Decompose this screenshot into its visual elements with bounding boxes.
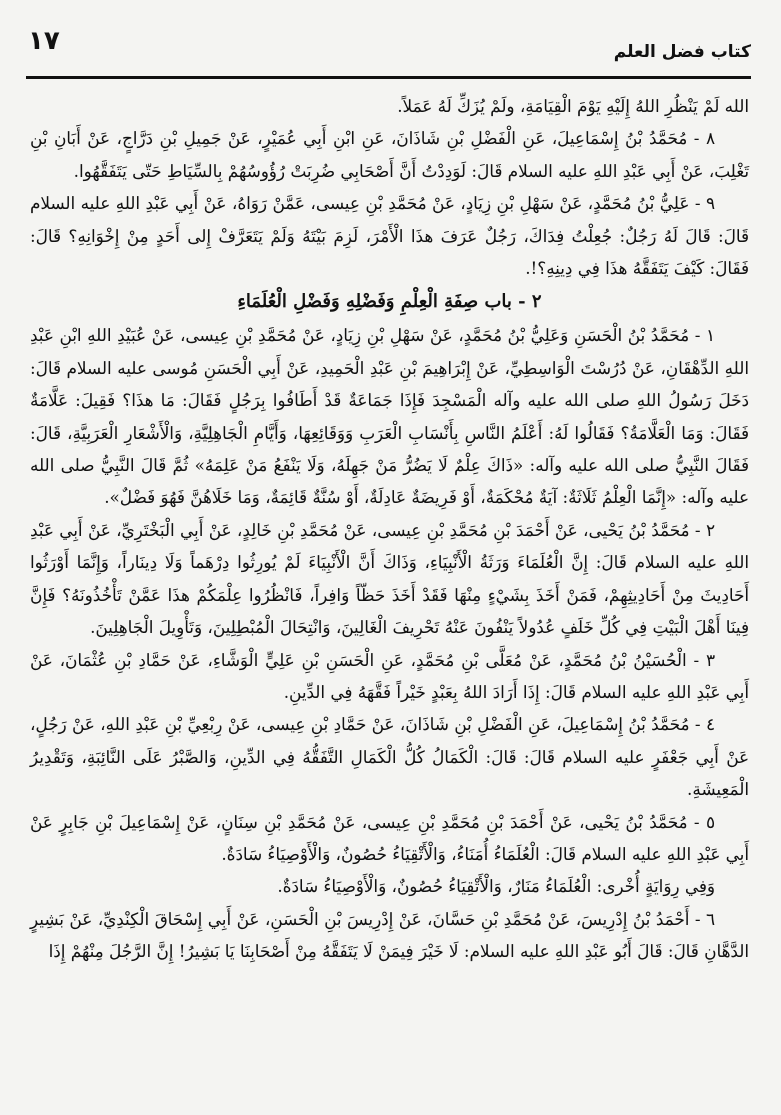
hadith-2: ٢ - مُحَمَّدُ بْنُ يَحْيى، عَنْ أَحْمَدَ بْنِ مُحَمَّدِ بْنِ عِيسى، عَنْ مُحَمَّدِ بْنِ خَالِدٍ، عَنْ أَبِي الْبَخْتَرِيِّ، عَنْ أَبِي عَبْدِ اللهِ عليه السلام قَالَ: إِنَّ الْعُلَمَاءَ وَرَثَةُ الْأَنْبِيَاءِ، وَذَاكَ أَنَّ الْأَنْبِيَاءَ لَمْ يُورِثُوا دِرْهَماً وَلَا دِينَاراً، وَإِنَّمَا أَوْرَثُوا أَحَادِيثَ مِنْ أَحَادِيثِهِمْ، فَمَنْ أَخَذَ بِشَيْءٍ مِنْهَا فَقَدْ أَخَذَ حَظّاً وَافِراً، فَانْظُرُوا عِلْمَكُمْ هذَا عَمَّنْ تَأْخُذُونَهُ؟ فَإِنَّ فِينَا أَهْلَ الْبَيْتِ فِي كُلِّ خَلَفٍ عُدُولاً يَنْفُونَ عَنْهُ تَحْرِيفَ الْغَالِينَ، وَانْتِحَالَ الْمُبْطِلِينَ، وَتَأْوِيلَ الْجَاهِلِينَ.	[30, 519, 749, 638]
hadith-4: ٤ - مُحَمَّدُ بْنُ إِسْمَاعِيلَ، عَنِ الْفَضْلِ بْنِ شَاذَانَ، عَنْ حَمَّادِ بْنِ عِيسى، عَنْ رِبْعِيِّ بْنِ عَبْدِ اللهِ، عَنْ رَجُلٍ، عَنْ أَبِي جَعْفَرٍ عليه السلام قَالَ: قَالَ: الْكَمَالُ كُلُّ الْكَمَالِ التَّفَقُّهُ فِي الدِّينِ، وَالصَّبْرُ عَلَى النَّائِبَةِ، وَتَقْدِيرُ الْمَعِيشَةِ.	[30, 714, 749, 800]
header-divider	[26, 76, 751, 79]
hadith-8: ٨ - مُحَمَّدُ بْنُ إِسْمَاعِيلَ، عَنِ الْفَضْلِ بْنِ شَاذَانَ، عَنِ ابْنِ أَبِي عُمَيْرٍ، عَنْ جَمِيلِ بْنِ دَرَّاجٍ، عَنْ أَبَانِ بْنِ تَغْلِبَ، عَنْ أَبِي عَبْدِ اللهِ عليه السلام قَالَ: لَوَدِدْتُ أَنَّ أَصْحَابِي ضُرِبَتْ رُؤُوسُهُمْ بِالسِّيَاطِ حَتّى يَتَفَقَّهُوا.	[30, 128, 749, 181]
alternate-narration: وَفِي رِوَايَةٍ أُخْرى: الْعُلَمَاءُ مَنَارٌ، وَالْأَتْقِيَاءُ حُصُونٌ، وَالْأَوْصِيَاءُ سَادَةٌ.	[277, 876, 715, 897]
hadith-1: ١ - مُحَمَّدُ بْنُ الْحَسَنِ وَعَلِيُّ بْنُ مُحَمَّدٍ، عَنْ سَهْلِ بْنِ زِيَادٍ، عَنْ مُحَمَّدِ بْنِ عِيسى، عَنْ عُبَيْدِ اللهِ ابْنِ عَبْدِ اللهِ الدِّهْقَانِ، عَنْ دُرُسْتَ الْوَاسِطِيِّ، عَنْ إِبْرَاهِيمَ بْنِ عَبْدِ الْحَمِيدِ، عَنْ أَبِي الْحَسَنِ مُوسى عليه السلام قَالَ: دَخَلَ رَسُولُ اللهِ صلى الله عليه وآله الْمَسْجِدَ فَإِذَا جَمَاعَةٌ قَدْ أَطَافُوا بِرَجُلٍ فَقَالَ: مَا هذَا؟ فَقِيلَ: عَلَّامَةٌ فَقَالَ: وَمَا الْعَلَّامَةُ؟ فَقَالُوا لَهُ: أَعْلَمُ النَّاسِ بِأَنْسَابِ الْعَرَبِ وَوَقَائِعِهَا، وَأَيَّامِ الْجَاهِلِيَّةِ، وَالْأَشْعَارِ الْعَرَبِيَّةِ، قَالَ: فَقَالَ النَّبِيُّ صلى الله عليه وآله: «ذَاكَ عِلْمٌ لَا يَضُرُّ مَنْ جَهِلَهُ، وَلَا يَنْفَعُ مَنْ عَلِمَهُ» ثُمَّ قَالَ النَّبِيُّ صلى الله عليه وآله: «إِنَّمَا الْعِلْمُ ثَلَاثَةٌ: آيَةٌ مُحْكَمَةٌ، أَوْ فَرِيضَةٌ عَادِلَةٌ، أَوْ سُنَّةٌ قَائِمَةٌ، وَمَا خَلَاهُنَّ فَهُوَ فَضْلٌ».	[30, 325, 749, 508]
hadith-5: ٥ - مُحَمَّدُ بْنُ يَحْيى، عَنْ أَحْمَدَ بْنِ مُحَمَّدِ بْنِ عِيسى، عَنْ مُحَمَّدِ بْنِ سِنَانٍ، عَنْ إِسْمَاعِيلَ بْنِ جَابِرٍ عَنْ أَبِي عَبْدِ اللهِ عليه السلام قَالَ: الْعُلَمَاءُ أُمَنَاءُ، وَالْأَتْقِيَاءُ حُصُونٌ، وَالْأَوْصِيَاءُ سَادَةٌ.	[30, 811, 749, 864]
book-title: كتاب فضل العلم	[613, 42, 751, 62]
paragraph-continuation: الله لَمْ يَنْظُرِ اللهُ إِلَيْهِ يَوْمَ الْقِيَامَةِ، ولَمْ يُزَكِّ لَهُ عَمَلاً.	[397, 96, 749, 116]
page-header	[26, 20, 751, 76]
page-body	[30, 90, 749, 968]
page-number: ١٧	[28, 26, 60, 56]
section-heading: ٢ - باب صِفَةِ الْعِلْمِ وَفَضْلِهِ وَفَضْلِ الْعُلَمَاءِ	[237, 291, 542, 313]
hadith-3: ٣ - الْحُسَيْنُ بْنُ مُحَمَّدٍ، عَنْ مُعَلَّى بْنِ مُحَمَّدٍ، عَنِ الْحَسَنِ بْنِ عَلِيٍّ الْوَشَّاءِ، عَنْ حَمَّادِ بْنِ عُثْمَانَ، عَنْ أَبِي عَبْدِ اللهِ عليه السلام قَالَ: إِذَا أَرَادَ اللهُ بِعَبْدٍ خَيْراً فَقَّهَهُ فِي الدِّينِ.	[30, 649, 749, 702]
hadith-9: ٩ - عَلِيُّ بْنُ مُحَمَّدٍ، عَنْ سَهْلِ بْنِ زِيَادٍ، عَنْ مُحَمَّدِ بْنِ عِيسى، عَمَّنْ رَوَاهُ، عَنْ أَبِي عَبْدِ اللهِ عليه السلام قَالَ: قَالَ لَهُ رَجُلٌ: جُعِلْتُ فِدَاكَ، رَجُلٌ عَرَفَ هذَا الْأَمْرَ، لَزِمَ بَيْتَهُ وَلَمْ يَتَعَرَّفْ إِلى أَحَدٍ مِنْ إِخْوَانِهِ؟ قَالَ: فَقَالَ: كَيْفَ يَتَفَقَّهُ هذَا فِي دِينِهِ؟!.	[30, 193, 749, 279]
hadith-6: ٦ - أَحْمَدُ بْنُ إِدْرِيسَ، عَنْ مُحَمَّدِ بْنِ حَسَّانَ، عَنْ إِدْرِيسَ بْنِ الْحَسَنِ، عَنْ أَبِي إِسْحَاقَ الْكِنْدِيِّ، عَنْ بَشِيرٍ الدَّهَّانِ قَالَ: قَالَ أَبُو عَبْدِ اللهِ عليه السلام: لَا خَيْرَ فِيمَنْ لَا يَتَفَقَّهُ مِنْ أَصْحَابِنَا يَا بَشِيرُ! إِنَّ الرَّجُلَ مِنْهُمْ إِذَا	[30, 908, 749, 962]
